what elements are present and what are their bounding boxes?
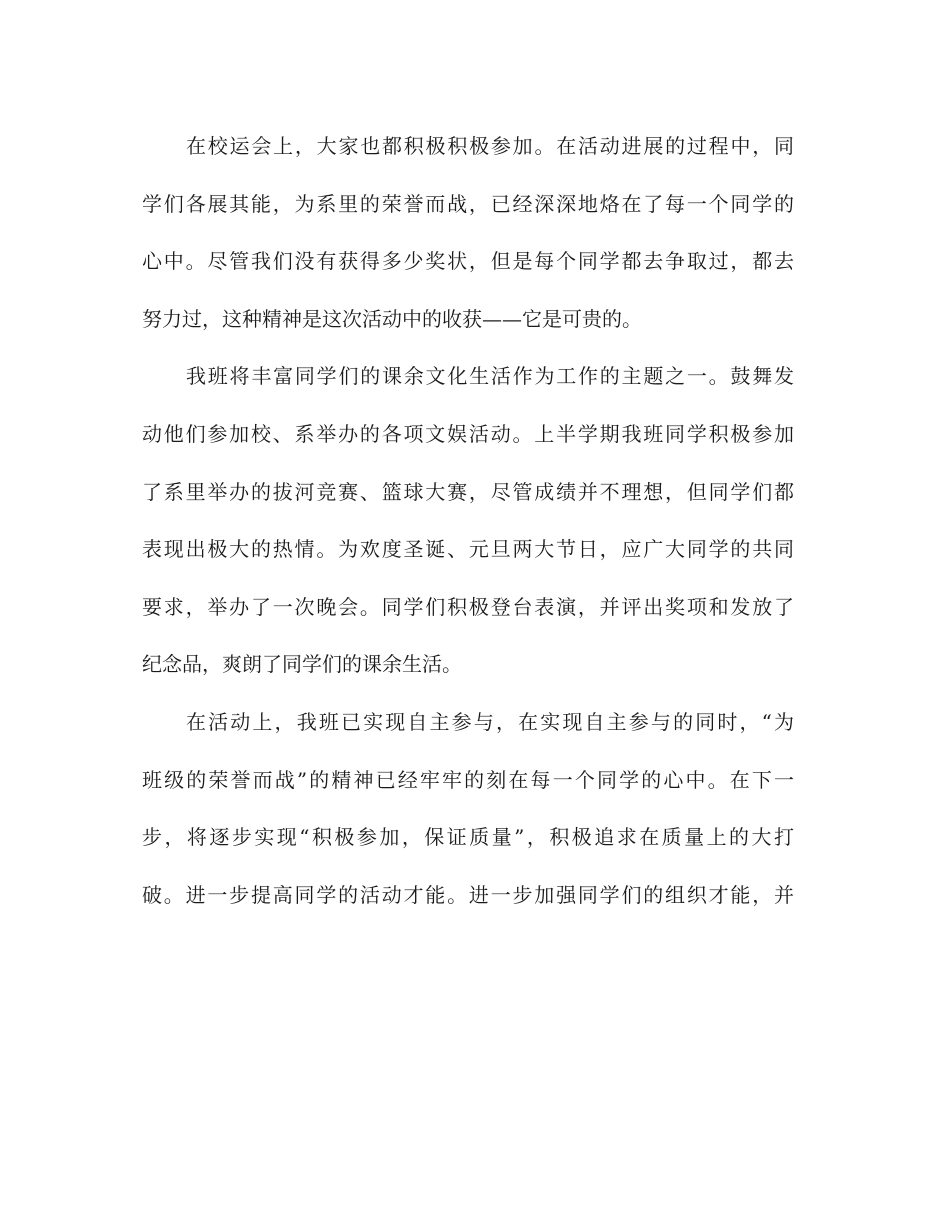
text-line: 了系里举办的拔河竞赛、篮球大赛，尽管成绩并不理想，但同学们都: [142, 479, 794, 504]
text-line: 动他们参加校、系举办的各项文娱活动。上半学期我班同学积极参加: [142, 421, 794, 446]
text-line: 学们各展其能，为系里的荣誉而战，已经深深地烙在了每一个同学的: [142, 191, 794, 216]
text-line: 班级的荣誉而战”的精神已经牢牢的刻在每一个同学的心中。在下一: [142, 767, 794, 792]
text-line: 步，将逐步实现“积极参加，保证质量”，积极追求在质量上的大打: [142, 825, 794, 850]
document-body: [142, 118, 794, 924]
text-line: 我班将丰富同学们的课余文化生活作为工作的主题之一。鼓舞发: [186, 364, 794, 389]
text-line: 在校运会上，大家也都积极积极参加。在活动进展的过程中，同: [186, 134, 794, 158]
text-line: 心中。尽管我们没有获得多少奖状，但是每个同学都去争取过，都去: [142, 249, 794, 274]
text-line: 破。进一步提高同学的活动才能。进一步加强同学们的组织才能，并: [142, 882, 794, 907]
paragraph-self-participation: [142, 694, 794, 924]
paragraph-extracurricular-life: [142, 348, 794, 694]
paragraph-school-sports-meet: [142, 118, 794, 348]
text-line: 要求，举办了一次晚会。同学们积极登台表演，并评出奖项和发放了: [142, 594, 794, 619]
text-line: 纪念品，爽朗了同学们的课余生活。: [142, 652, 462, 677]
text-line: 努力过，这种精神是这次活动中的收获——它是可贵的。: [142, 306, 642, 331]
text-line: 表现出极大的热情。为欢度圣诞、元旦两大节日，应广大同学的共同: [142, 537, 794, 562]
text-line: 在活动上，我班已实现自主参与，在实现自主参与的同时，“为: [186, 709, 794, 734]
